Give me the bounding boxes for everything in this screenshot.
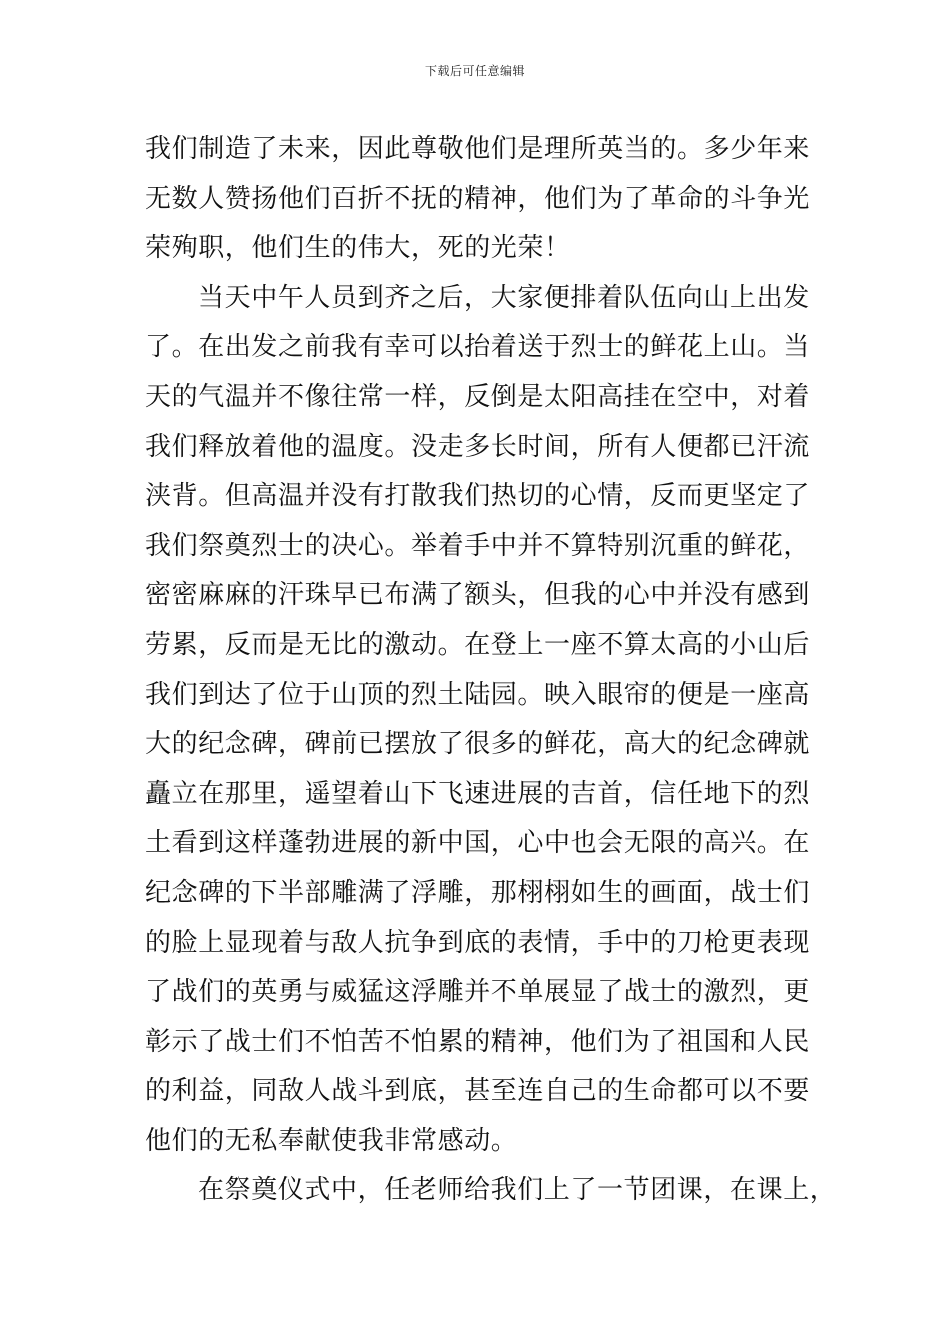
paragraph-line: 我们释放着他的温度。没走多长时间，所有人便都已汗流 bbox=[145, 431, 811, 462]
paragraph-line: 土看到这样蓬勃进展的新中国，心中也会无限的高兴。在 bbox=[145, 828, 811, 859]
paragraph-line: 浃背。但高温并没有打散我们热切的心情，反而更坚定了 bbox=[145, 481, 811, 512]
paragraph-line: 纪念碑的下半部雕满了浮雕，那栩栩如生的画面，战士们 bbox=[145, 877, 811, 908]
paragraph-line: 劳累，反而是无比的激动。在登上一座不算太高的小山后 bbox=[145, 629, 811, 660]
paragraph-line: 当天中午人员到齐之后，大家便排着队伍向山上出发 bbox=[198, 282, 810, 313]
paragraph-line: 我们祭奠烈士的决心。举着手中并不算特别沉重的鲜花， bbox=[145, 530, 811, 561]
document-body bbox=[145, 125, 835, 1216]
paragraph-line: 了战们的英勇与威猛这浮雕并不单展显了战士的激烈，更 bbox=[145, 977, 811, 1008]
paragraph-line: 彰示了战士们不怕苦不怕累的精神，他们为了祖国和人民 bbox=[145, 1026, 811, 1057]
paragraph-line: 的脸上显现着与敌人抗争到底的表情，手中的刀枪更表现 bbox=[145, 927, 811, 958]
paragraph-line: 了。在出发之前我有幸可以抬着送于烈士的鲜花上山。当 bbox=[145, 332, 811, 363]
paragraph-line: 我们制造了未来，因此尊敬他们是理所英当的。多少年来 bbox=[145, 134, 811, 164]
paragraph-line: 密密麻麻的汗珠早已布满了额头，但我的心中并没有感到 bbox=[145, 580, 811, 611]
paragraph-line: 矗立在那里，遥望着山下飞速进展的吉首，信任地下的烈 bbox=[145, 778, 811, 809]
paragraph-line: 的利益，同敌人战斗到底，甚至连自己的生命都可以不要 bbox=[145, 1076, 811, 1107]
paragraph-line: 他们的无私奉献使我非常感动。 bbox=[145, 1125, 518, 1156]
paragraph-line: 我们到达了位于山顶的烈土陆园。映入眼帘的便是一座高 bbox=[145, 679, 811, 710]
paragraph-line: 荣殉职，他们生的伟大，死的光荣！ bbox=[145, 233, 571, 264]
paragraph-line: 大的纪念碑，碑前已摆放了很多的鲜花，高大的纪念碑就 bbox=[145, 729, 811, 760]
paragraph-line: 在祭奠仪式中，任老师给我们上了一节团课，在课上， bbox=[198, 1175, 837, 1206]
page-header-note: 下载后可任意编辑 bbox=[424, 64, 525, 78]
paragraph-line: 无数人赞扬他们百折不抚的精神，他们为了革命的斗争光 bbox=[145, 183, 811, 214]
paragraph-line: 天的气温并不像往常一样，反倒是太阳高挂在空中，对着 bbox=[145, 381, 811, 412]
